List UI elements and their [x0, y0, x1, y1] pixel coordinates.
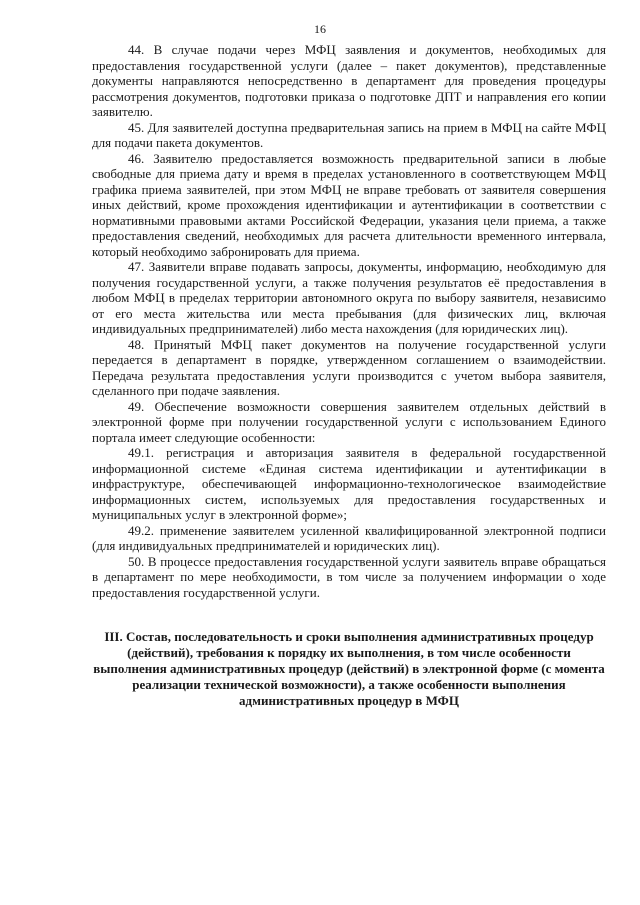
document-body — [92, 42, 606, 600]
paragraph-49-1: 49.1. регистрация и авторизация заявителя в федеральной государственной информационной системе «Единая система идентификации и аутентификации в инфраструктуре, обеспечивающей информационно-технологическое взаимодействие информационных систем, используемых для предоставления государственных и муниципальных услуг в электронной форме»; — [92, 445, 606, 522]
paragraph-44: 44. В случае подачи через МФЦ заявления и документов, необходимых для предоставления государственной услуги (далее – пакет документов), представленные документы направляются непосредственно в департамент для проведения процедуры рассмотрения документов, подготовки приказа о подготовке ДПТ и направления его копии заявителю. — [92, 42, 606, 119]
paragraph-45: 45. Для заявителей доступна предварительная запись на прием в МФЦ на сайте МФЦ для подачи пакета документов. — [92, 119, 606, 150]
paragraph-48: 48. Принятый МФЦ пакет документов на получение государственной услуги передается в департамент в порядке, утвержденном соглашением о взаимодействии. Передача результата предоставления услуги производится с учетом выбора заявителя, сделанного при подаче заявления. — [92, 336, 606, 398]
section-heading: III. Состав, последовательность и сроки выполнения административных процедур (действий), требования к порядку их выполнения, в том числе особенности выполнения административных процедур (действий) в электронной форме (с момента реализации технической возможности), а также особенности выполнения административных процедур в МФЦ — [93, 629, 605, 708]
paragraph-47: 47. Заявители вправе подавать запросы, документы, информацию, необходимую для получения государственной услуги, а также получения результатов её предоставления в любом МФЦ в пределах территории автономного округа по выбору заявителя, независимо от его места жительства или места пребывания (для физических лиц, включая индивидуальных предпринимателей) либо места нахождения (для юридических лиц). — [92, 259, 606, 336]
page-number: 16 — [314, 22, 326, 36]
paragraph-46: 46. Заявителю предоставляется возможность предварительной записи в любые свободные для приема дату и время в пределах установленного в соответствующем МФЦ графика приема заявителей, при этом МФЦ не вправе требовать от заявителя совершения иных действий, кроме прохождения идентификации и аутентификации в соответствии с нормативными правовыми актами Российской Федерации, указания цели приема, а также предоставления сведений, необходимых для расчета длительности временного интервала, который необходимо забронировать для приема. — [92, 150, 606, 259]
paragraph-50: 50. В процессе предоставления государственной услуги заявитель вправе обращаться в департамент по мере необходимости, в том числе за получением информации о ходе предоставления государственной услуги. — [92, 553, 606, 600]
paragraph-49: 49. Обеспечение возможности совершения заявителем отдельных действий в электронной форме при получении государственной услуги с использованием Единого портала имеет следующие особенности: — [92, 398, 606, 445]
paragraph-49-2: 49.2. применение заявителем усиленной квалифицированной электронной подписи (для индивидуальных предпринимателей и юридических лиц). — [92, 522, 606, 553]
